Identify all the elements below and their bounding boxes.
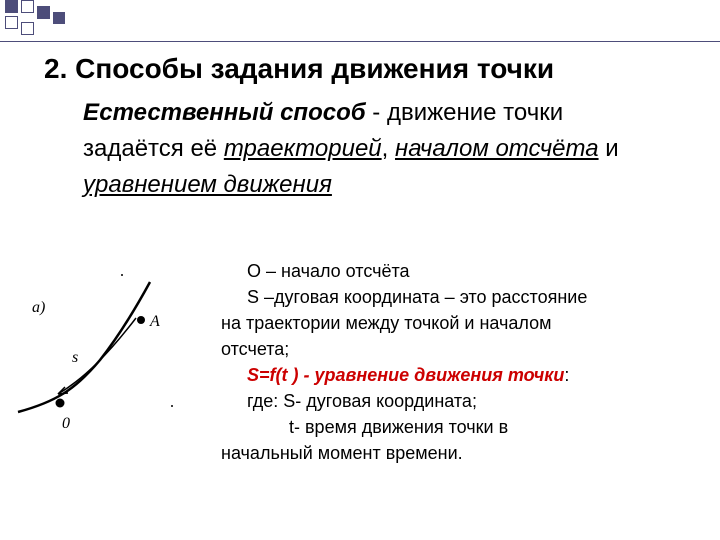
decor-square xyxy=(5,16,18,29)
figure-label-s: s xyxy=(72,349,79,366)
figure-label-point-a: A xyxy=(150,313,160,330)
decor-square xyxy=(21,22,34,35)
motion-equation: S=f(t ) - уравнение движения точки xyxy=(247,365,565,385)
slide-title: 2. Способы задания движения точки xyxy=(44,53,555,84)
stray-dot xyxy=(171,405,173,407)
desc-formula-line xyxy=(221,362,711,388)
desc-where: где: S- дуговая координата; xyxy=(247,391,477,411)
desc-line: на траектории между точкой и началом xyxy=(221,313,552,333)
arc-arrow xyxy=(58,318,136,394)
intro-paragraph xyxy=(83,95,623,203)
figure-label-point-o: 0 xyxy=(62,415,70,432)
desc-time: t- время движения точки в xyxy=(289,417,509,437)
decor-square xyxy=(21,0,34,13)
term-trajectory: траекторией xyxy=(223,135,382,162)
stray-dot xyxy=(121,274,123,276)
decor-square xyxy=(37,6,50,19)
decor-square xyxy=(5,0,18,13)
intro-text: , xyxy=(381,135,395,162)
point-a xyxy=(137,316,145,324)
desc-origin: О – начало отсчёта xyxy=(247,261,410,281)
description-block xyxy=(221,258,711,466)
term-origin: началом отсчёта xyxy=(394,135,599,162)
desc-arc-coordinate: S –дуговая координата – это расстояние xyxy=(247,287,588,307)
figure-label-a: a) xyxy=(32,299,46,316)
trajectory-figure xyxy=(10,260,190,440)
formula-tail: : xyxy=(564,365,570,385)
point-o xyxy=(56,399,65,408)
decor-square xyxy=(53,12,65,24)
intro-text: и xyxy=(598,135,619,162)
desc-line: отсчета; xyxy=(221,339,290,359)
desc-line: начальный момент времени. xyxy=(221,443,463,463)
header-divider xyxy=(0,41,720,42)
intro-text: - движение точки задаётся её xyxy=(83,99,564,162)
term-equation: уравнением движения xyxy=(83,171,332,198)
term-label: Естественный способ xyxy=(83,99,366,126)
